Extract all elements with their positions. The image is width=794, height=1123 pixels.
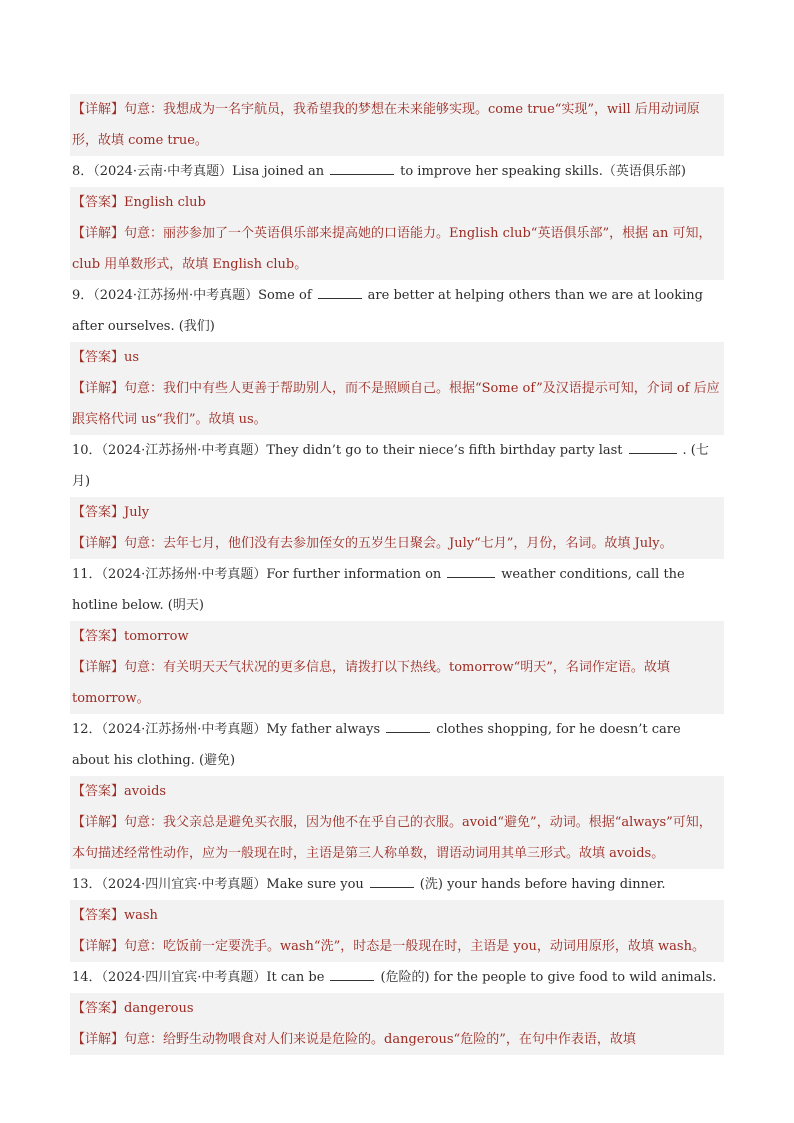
answer-14: 【答案】dangerous xyxy=(70,993,724,1024)
answer-12: 【答案】avoids xyxy=(70,776,724,807)
question-9-post: are better at helping others than we are at looking after ourselves. (我们) xyxy=(72,288,703,334)
question-8-blank[interactable] xyxy=(330,160,394,175)
content xyxy=(70,94,724,1055)
detail-7: 【详解】句意：我想成为一名宇航员，我希望我的梦想在未来能够实现。come true“实现”，will 后用动词原形，故填 come true。 xyxy=(70,94,724,156)
detail-9: 【详解】句意：我们中有些人更善于帮助别人，而不是照顾自己。根据“Some of”及汉语提示可知，介词 of 后应跟宾格代词 us“我们”。故填 us。 xyxy=(70,373,724,435)
question-11 xyxy=(70,559,724,621)
detail-10: 【详解】句意：去年七月，他们没有去参加侄女的五岁生日聚会。July“七月”，月份，名词。故填 July。 xyxy=(70,528,724,559)
answer-8: 【答案】English club xyxy=(70,187,724,218)
question-14-blank[interactable] xyxy=(330,966,374,981)
question-14-pre: 14．（2024·四川宜宾·中考真题）It can be xyxy=(72,970,325,985)
question-10 xyxy=(70,435,724,497)
question-9 xyxy=(70,280,724,342)
detail-13: 【详解】句意：吃饭前一定要洗手。wash“洗”，时态是一般现在时，主语是 you，动词用原形，故填 wash。 xyxy=(70,931,724,962)
question-14 xyxy=(70,962,724,993)
answer-13: 【答案】wash xyxy=(70,900,724,931)
question-10-post: . (七月) xyxy=(72,443,709,489)
question-10-pre: 10．（2024·江苏扬州·中考真题）They didn’t go to their niece’s fifth birthday party last xyxy=(72,443,623,458)
detail-12: 【详解】句意：我父亲总是避免买衣服，因为他不在乎自己的衣服。avoid“避免”，动词。根据“always”可知，本句描述经常性动作，应为一般现在时，主语是第三人称单数，谓语动词用其单三形式。故填 avoids。 xyxy=(70,807,724,869)
detail-8: 【详解】句意：丽莎参加了一个英语俱乐部来提高她的口语能力。English club“英语俱乐部”，根据 an 可知，club 用单数形式，故填 English club。 xyxy=(70,218,724,280)
question-11-post: weather conditions, call the hotline below. (明天) xyxy=(72,567,685,613)
answer-9: 【答案】us xyxy=(70,342,724,373)
answer-11: 【答案】tomorrow xyxy=(70,621,724,652)
question-10-blank[interactable] xyxy=(629,439,677,454)
question-13-blank[interactable] xyxy=(370,873,414,888)
question-13 xyxy=(70,869,724,900)
detail-14: 【详解】句意：给野生动物喂食对人们来说是危险的。dangerous“危险的”，在句中作表语，故填 xyxy=(70,1024,724,1055)
question-11-pre: 11．（2024·江苏扬州·中考真题）For further information on xyxy=(72,567,442,582)
question-8-pre: 8．（2024·云南·中考真题）Lisa joined an xyxy=(72,164,325,179)
question-8 xyxy=(70,156,724,187)
detail-11: 【详解】句意：有关明天天气状况的更多信息，请拨打以下热线。tomorrow“明天”，名词作定语。故填 tomorrow。 xyxy=(70,652,724,714)
question-12-pre: 12．（2024·江苏扬州·中考真题）My father always xyxy=(72,722,381,737)
question-11-blank[interactable] xyxy=(447,563,495,578)
question-9-blank[interactable] xyxy=(318,284,362,299)
question-8-post: to improve her speaking skills.（英语俱乐部) xyxy=(400,164,686,179)
question-12-blank[interactable] xyxy=(386,718,430,733)
question-9-pre: 9．（2024·江苏扬州·中考真题）Some of xyxy=(72,288,312,303)
question-12 xyxy=(70,714,724,776)
answer-10: 【答案】July xyxy=(70,497,724,528)
question-13-pre: 13．（2024·四川宜宾·中考真题）Make sure you xyxy=(72,877,364,892)
question-13-post: (洗) your hands before having dinner. xyxy=(419,877,666,892)
question-14-post: (危险的) for the people to give food to wild animals. xyxy=(380,970,717,985)
question-12-post: clothes shopping, for he doesn’t care about his clothing. (避免) xyxy=(72,722,681,768)
